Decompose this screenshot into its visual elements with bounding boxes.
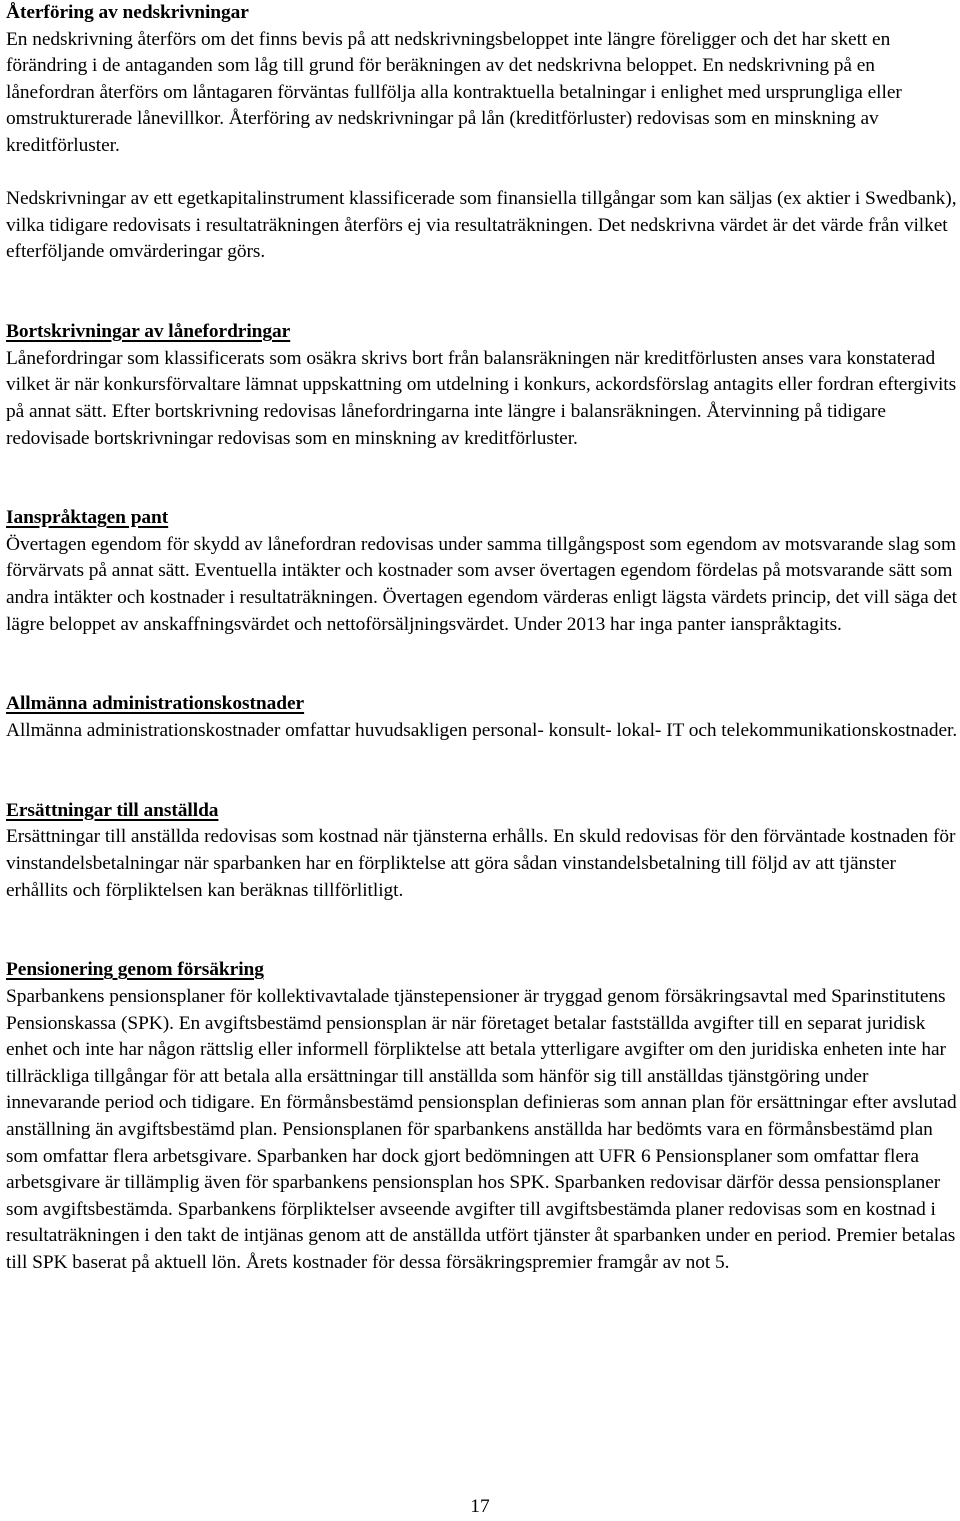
page-number: 17 bbox=[470, 1496, 490, 1517]
paragraph: Ersättningar till anställda redovisas som kostnad när tjänsterna erhålls. En skuld redovisas för den förväntade kostnaden för vinstandelsbetalningar när sparbanken har en förpliktelse att göra sådan vinstandelsbetalning till följd av att tjänster erhållits och förpliktelsen kan beräknas tillförlitligt. bbox=[6, 826, 956, 901]
spacer bbox=[6, 160, 960, 187]
section-pensionering bbox=[6, 957, 960, 1276]
spacer bbox=[6, 266, 960, 319]
section-ianspraktagen-pant bbox=[6, 505, 960, 638]
section-heading: Pensionering genom försäkring bbox=[6, 959, 264, 981]
spacer bbox=[6, 452, 960, 505]
section-aterforing bbox=[6, 0, 960, 266]
paragraph: Sparbankens pensionsplaner för kollektivavtalade tjänstepensioner är tryggad genom försäkringsavtal med Sparinstitutens Pensionskassa (SPK). En avgiftsbestämd pensionsplan är när företaget betalar fastställda avgifter till en separat juridisk enhet och inte har någon rättslig eller informell förpliktelse att betala ytterligare avgifter om den juridiska enheten inte har tillräckliga tillgångar för att betala alla ersättningar till anställda som hänför sig till anställdas tjänstgöring under innevarande period och tidigare. En förmånsbestämd pensionsplan definieras som annan plan för ersättningar efter avslutad anställning än avgiftsbestämd plan. Pensionsplanen för sparbankens anställda har bedömts vara en förmånsbestämd plan som omfattar flera arbetsgivare. Sparbanken har dock gjort bedömningen att UFR 6 Pensionsplaner som omfattar flera arbetsgivare är tillämplig även för sparbankens pensionsplan hos SPK. Sparbanken redovisar därför dessa pensionsplaner som avgiftsbestämda. Sparbankens förpliktelser avseende avgifter till avgiftsbestämda planer redovisas som en kostnad i resultaträkningen i den takt de intjänas genom att de anställda utfört tjänster åt sparbanken under en period. Premier betalas till SPK baserat på aktuell lön. Årets kostnader för dessa försäkringspremier framgår av not 5. bbox=[6, 985, 957, 1273]
section-bortskrivningar bbox=[6, 319, 960, 452]
section-administrationskostnader bbox=[6, 691, 960, 744]
spacer bbox=[6, 904, 960, 957]
section-heading: Ersättningar till anställda bbox=[6, 799, 219, 821]
paragraph: En nedskrivning återförs om det finns bevis på att nedskrivningsbeloppet inte längre föreligger och det har skett en förändring i de antaganden som låg till grund för beräkningen av det nedskrivna beloppet. En nedskrivning på en lånefordran återförs om låntagaren förväntas fullfölja alla kontraktuella betalningar i enlighet med ursprungliga eller omstrukturerade lånevillkor. Återföring av nedskrivningar på lån (kreditförluster) redovisas som en minskning av kreditförluster. bbox=[6, 28, 902, 156]
section-heading: Bortskrivningar av lånefordringar bbox=[6, 321, 291, 343]
section-heading: Ianspråktagen pant bbox=[6, 507, 169, 529]
section-ersattningar bbox=[6, 798, 960, 904]
paragraph: Nedskrivningar av ett egetkapitalinstrument klassificerade som finansiella tillgångar som kan säljas (ex aktier i Swedbank), vilka tidigare redovisats i resultaträkningen återförs ej via resultaträkningen. Det nedskrivna värdet är det värde från vilket efterföljande omvärderingar görs. bbox=[6, 188, 957, 263]
paragraph: Allmänna administrationskostnader omfattar huvudsakligen personal- konsult- lokal- IT och telekommunikationskostnader. bbox=[6, 720, 958, 742]
paragraph: Övertagen egendom för skydd av lånefordran redovisas under samma tillgångspost som egendom av motsvarande slag som förvärvats på annat sätt. Eventuella intäkter och kostnader som avser övertagen egendom fördelas på motsvarande sätt som andra intäkter och kostnader i resultaträkningen. Övertagen egendom värderas enligt lägsta värdets princip, det vill säga det lägre beloppet av anskaffningsvärdet och nettoförsäljningsvärdet. Under 2013 har inga panter ianspråktagits. bbox=[6, 533, 957, 635]
spacer bbox=[6, 638, 960, 691]
spacer bbox=[6, 745, 960, 798]
section-heading: Allmänna administrationskostnader bbox=[6, 693, 305, 715]
document-page bbox=[6, 0, 960, 1277]
paragraph: Lånefordringar som klassificerats som osäkra skrivs bort från balansräkningen när kreditförlusten anses vara konstaterad vilket är när konkursförvaltare lämnat uppskattning om utdelning i konkurs, ackordsförslag antagits eller fordran eftergivits på annat sätt. Efter bortskrivning redovisas lånefordringarna inte längre i balansräkningen. Återvinning på tidigare redovisade bortskrivningar redovisas som en minskning av kreditförluster. bbox=[6, 347, 957, 449]
section-heading: Återföring av nedskrivningar bbox=[6, 2, 249, 23]
